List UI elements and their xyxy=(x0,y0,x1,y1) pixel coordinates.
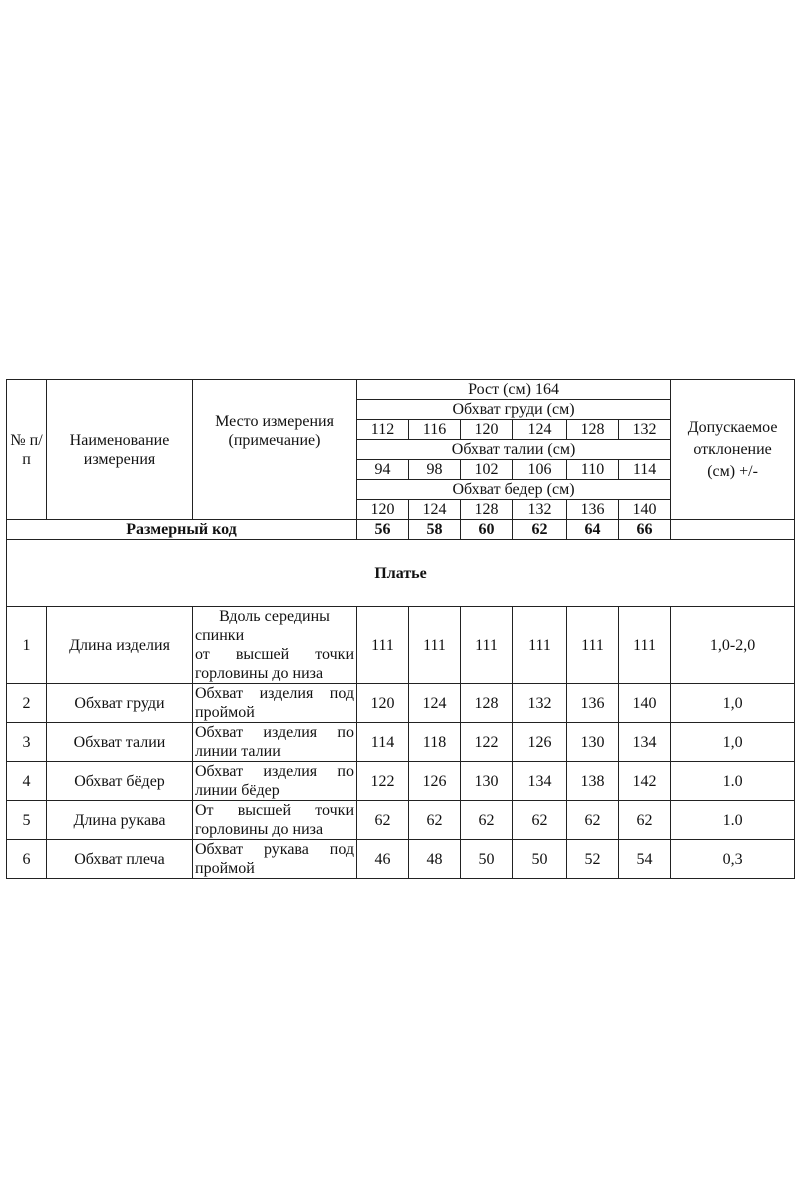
row-value: 62 xyxy=(619,801,671,840)
chest-value: 124 xyxy=(513,420,567,440)
row-value: 140 xyxy=(619,684,671,723)
row-name: Длина изделия xyxy=(47,607,193,684)
row-value: 111 xyxy=(513,607,567,684)
name-header: Наименование измерения xyxy=(47,380,193,520)
chest-value: 116 xyxy=(409,420,461,440)
table-row xyxy=(7,607,795,684)
row-name: Обхват талии xyxy=(47,723,193,762)
row-value: 122 xyxy=(357,762,409,801)
table-row xyxy=(7,762,795,801)
row-value: 50 xyxy=(461,840,513,879)
row-value: 132 xyxy=(513,684,567,723)
size-code-value: 60 xyxy=(461,520,513,540)
row-value: 62 xyxy=(409,801,461,840)
section-title: Платье xyxy=(7,540,795,607)
row-value: 46 xyxy=(357,840,409,879)
row-value: 111 xyxy=(619,607,671,684)
row-note xyxy=(193,840,357,879)
row-value: 126 xyxy=(409,762,461,801)
note-line: проймой xyxy=(195,860,255,877)
table-row xyxy=(7,684,795,723)
row-num: 3 xyxy=(7,723,47,762)
size-code-value: 58 xyxy=(409,520,461,540)
hips-value: 128 xyxy=(461,500,513,520)
row-value: 111 xyxy=(409,607,461,684)
note-line: Обхват изделия по xyxy=(195,724,354,741)
row-value: 62 xyxy=(567,801,619,840)
table-row xyxy=(7,723,795,762)
hips-header: Обхват бедер (см) xyxy=(357,480,671,500)
note-line: горловины до низа xyxy=(195,665,324,682)
chest-value: 112 xyxy=(357,420,409,440)
row-value: 134 xyxy=(619,723,671,762)
row-note xyxy=(193,801,357,840)
row-value: 118 xyxy=(409,723,461,762)
row-note xyxy=(193,762,357,801)
row-value: 62 xyxy=(513,801,567,840)
size-chart-table xyxy=(6,379,795,879)
header-row-height xyxy=(7,380,795,400)
row-tolerance: 1.0 xyxy=(671,801,795,840)
row-value: 111 xyxy=(357,607,409,684)
size-code-empty xyxy=(671,520,795,540)
row-value: 136 xyxy=(567,684,619,723)
table-row xyxy=(7,840,795,879)
row-num: 6 xyxy=(7,840,47,879)
row-value: 62 xyxy=(357,801,409,840)
chest-value: 132 xyxy=(619,420,671,440)
row-value: 122 xyxy=(461,723,513,762)
row-value: 138 xyxy=(567,762,619,801)
row-tolerance: 1,0 xyxy=(671,723,795,762)
note-line: линии талии xyxy=(195,743,281,760)
note-line: горловины до низа xyxy=(195,821,324,838)
row-tolerance: 1,0-2,0 xyxy=(671,607,795,684)
note-line: Обхват изделия по xyxy=(195,763,354,780)
row-value: 130 xyxy=(567,723,619,762)
chest-value: 120 xyxy=(461,420,513,440)
note-line: линии бёдер xyxy=(195,782,280,799)
row-value: 111 xyxy=(567,607,619,684)
note-line: от высшей точки xyxy=(195,646,354,663)
row-value: 130 xyxy=(461,762,513,801)
row-value: 62 xyxy=(461,801,513,840)
chest-value: 128 xyxy=(567,420,619,440)
row-value: 54 xyxy=(619,840,671,879)
row-tolerance: 0,3 xyxy=(671,840,795,879)
waist-value: 98 xyxy=(409,460,461,480)
height-header: Рост (см) 164 xyxy=(357,380,671,400)
table-row xyxy=(7,801,795,840)
row-note xyxy=(193,723,357,762)
waist-value: 114 xyxy=(619,460,671,480)
row-name: Обхват плеча xyxy=(47,840,193,879)
row-value: 126 xyxy=(513,723,567,762)
size-code-label: Размерный код xyxy=(7,520,357,540)
tolerance-header: Допускаемое отклонение (см) +/- xyxy=(671,380,795,520)
row-value: 48 xyxy=(409,840,461,879)
note-line: Вдоль середины спинки xyxy=(195,608,330,644)
waist-value: 102 xyxy=(461,460,513,480)
hips-value: 124 xyxy=(409,500,461,520)
row-value: 120 xyxy=(357,684,409,723)
row-tolerance: 1.0 xyxy=(671,762,795,801)
row-num: 4 xyxy=(7,762,47,801)
note-line: Обхват изделия под xyxy=(195,685,354,702)
hips-value: 120 xyxy=(357,500,409,520)
note-line: Обхват рукава под xyxy=(195,841,354,858)
row-note xyxy=(193,607,357,684)
note-line: От высшей точки xyxy=(195,802,354,819)
note-line: проймой xyxy=(195,704,255,721)
row-name: Длина рукава xyxy=(47,801,193,840)
section-row xyxy=(7,540,795,607)
row-value: 114 xyxy=(357,723,409,762)
row-value: 124 xyxy=(409,684,461,723)
size-code-value: 56 xyxy=(357,520,409,540)
row-value: 134 xyxy=(513,762,567,801)
place-header: Место измерения (примечание) xyxy=(193,380,357,520)
size-code-value: 64 xyxy=(567,520,619,540)
size-code-value: 66 xyxy=(619,520,671,540)
row-value: 111 xyxy=(461,607,513,684)
waist-value: 94 xyxy=(357,460,409,480)
hips-value: 140 xyxy=(619,500,671,520)
row-value: 50 xyxy=(513,840,567,879)
size-code-row xyxy=(7,520,795,540)
row-value: 52 xyxy=(567,840,619,879)
hips-value: 136 xyxy=(567,500,619,520)
hips-value: 132 xyxy=(513,500,567,520)
row-value: 142 xyxy=(619,762,671,801)
waist-header: Обхват талии (см) xyxy=(357,440,671,460)
row-num: 1 xyxy=(7,607,47,684)
row-num: 2 xyxy=(7,684,47,723)
row-value: 128 xyxy=(461,684,513,723)
waist-value: 106 xyxy=(513,460,567,480)
row-note xyxy=(193,684,357,723)
waist-value: 110 xyxy=(567,460,619,480)
row-name: Обхват груди xyxy=(47,684,193,723)
chest-header: Обхват груди (см) xyxy=(357,400,671,420)
row-tolerance: 1,0 xyxy=(671,684,795,723)
row-name: Обхват бёдер xyxy=(47,762,193,801)
num-header: № п/п xyxy=(7,380,47,520)
size-code-value: 62 xyxy=(513,520,567,540)
row-num: 5 xyxy=(7,801,47,840)
